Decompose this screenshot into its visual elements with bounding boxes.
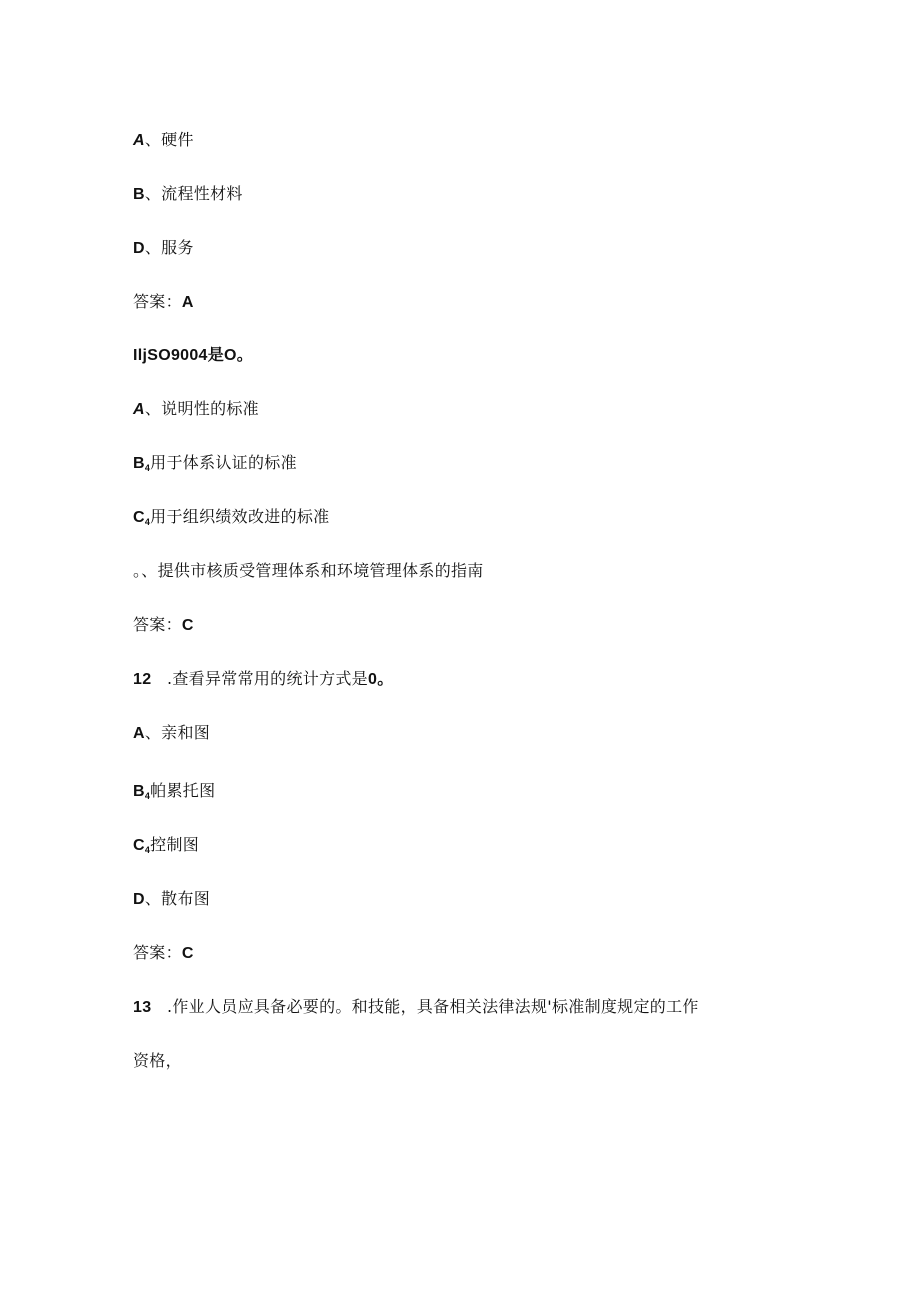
question-text: 资格， xyxy=(133,1051,182,1070)
option-separator: 、 xyxy=(144,723,162,742)
answer-prefix: 答案： xyxy=(133,615,182,634)
answer-line xyxy=(133,291,194,314)
option-label: C xyxy=(133,837,145,854)
option-text: 服务 xyxy=(161,238,194,257)
option-text: 硬件 xyxy=(161,130,194,149)
question-text: .作业人员应具备必要的。和技能，具备相关法律法规'标准制度规定的工作 xyxy=(167,997,699,1016)
option-b-pareto-chart xyxy=(133,780,215,807)
option-subscript: 4 xyxy=(144,517,151,527)
option-a-descriptive-standard xyxy=(133,398,259,421)
answer-prefix: 答案： xyxy=(133,943,182,962)
question-12 xyxy=(133,668,394,691)
option-label: A xyxy=(133,132,145,149)
option-text: 亲和图 xyxy=(161,723,211,742)
option-c-control-chart xyxy=(133,834,199,861)
option-label: B xyxy=(133,783,145,800)
option-label: B xyxy=(133,455,145,472)
option-subscript: 4 xyxy=(144,845,151,855)
question-number: 12 xyxy=(133,671,152,688)
option-label: C xyxy=(133,509,145,526)
option-text: 流程性材料 xyxy=(161,184,243,203)
option-separator: 、 xyxy=(144,399,162,418)
option-separator: 、 xyxy=(144,130,162,149)
option-text: 散布图 xyxy=(161,889,211,908)
option-text: 控制图 xyxy=(150,835,200,854)
option-separator: 、 xyxy=(144,889,162,908)
option-b-certification-standard xyxy=(133,452,297,479)
question-13 xyxy=(133,996,699,1019)
question-13-continuation xyxy=(133,1050,182,1072)
question-text: .查看异常常用的统计方式是 xyxy=(167,669,368,688)
option-label: D xyxy=(133,240,145,257)
option-d-service xyxy=(133,237,194,260)
answer-value: C xyxy=(181,945,194,962)
option-label: D xyxy=(133,891,145,908)
option-text: 说明性的标准 xyxy=(161,399,259,418)
question-tail: 0。 xyxy=(368,671,394,688)
option-subscript: 4 xyxy=(144,463,151,473)
option-subscript: 4 xyxy=(144,791,151,801)
option-c-performance-standard xyxy=(133,506,329,533)
answer-line xyxy=(133,942,194,965)
option-d-scatter-diagram xyxy=(133,888,210,911)
option-text: 。、提供市核质受管理体系和环境管理体系的指南 xyxy=(133,561,484,580)
option-text: 帕累托图 xyxy=(150,781,216,800)
option-text: 用于体系认证的标准 xyxy=(150,453,297,472)
option-label: A xyxy=(133,725,145,742)
option-d-guideline xyxy=(133,560,484,582)
answer-value: C xyxy=(181,617,194,634)
option-label: A xyxy=(133,401,145,418)
answer-line xyxy=(133,614,194,637)
option-label: B xyxy=(133,186,145,203)
question-number: 13 xyxy=(133,999,152,1016)
question-text: IljSO9004是O。 xyxy=(133,347,254,364)
answer-value: A xyxy=(181,294,194,311)
option-separator: 、 xyxy=(144,184,162,203)
option-a-hardware xyxy=(133,129,194,152)
answer-prefix: 答案： xyxy=(133,292,182,311)
option-text: 用于组织绩效改进的标准 xyxy=(150,507,330,526)
option-separator: 、 xyxy=(144,238,162,257)
option-a-affinity-diagram xyxy=(133,722,210,745)
option-b-process-material xyxy=(133,183,243,206)
question-iso9004 xyxy=(133,345,253,367)
